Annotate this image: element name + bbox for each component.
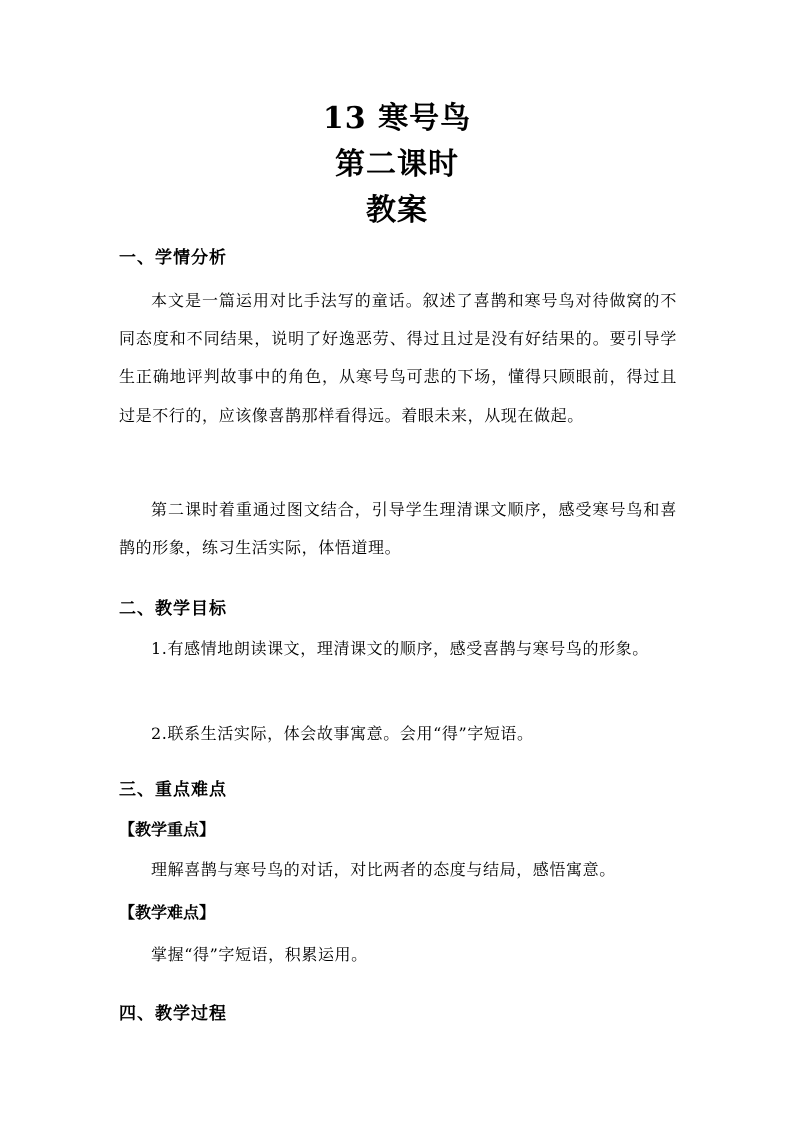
paragraph-key-points: 理解喜鹊与寒号鸟的对话，对比两者的态度与结局，感悟寓意。 [151, 860, 616, 879]
paragraph-goal-2: 2.联系生活实际，体会故事寓意。会用“得”字短语。 [151, 724, 534, 743]
section-heading-key-difficulties: 三、重点难点 [119, 780, 227, 800]
paragraph-student-analysis-2: 第二课时着重通过图文结合，引导学生理清课文顺序，感受寒号鸟和喜鹊的形象，练习生活实际，体悟道理。 [119, 500, 677, 558]
document-title-block [0, 96, 794, 234]
lesson-period: 第二课时 [335, 147, 459, 182]
key-points-label: 【教学重点】 [119, 820, 216, 839]
difficulty-label: 【教学难点】 [119, 903, 216, 922]
paragraph-difficulty: 掌握“得”字短语，积累运用。 [151, 945, 368, 964]
section-heading-teaching-goals: 二、教学目标 [119, 599, 227, 619]
paragraph-goal-1: 1.有感情地朗读课文，理清课文的顺序，感受喜鹊与寒号鸟的形象。 [151, 639, 649, 658]
document-type: 教案 [366, 193, 428, 228]
section-heading-teaching-process: 四、教学过程 [119, 1004, 227, 1024]
paragraph-student-analysis-1: 本文是一篇运用对比手法写的童话。叙述了喜鹊和寒号鸟对待做窝的不同态度和不同结果，说明了好逸恶劳、得过且过是没有好结果的。要引导学生正确地评判故事中的角色，从寒号鸟可悲的下场，懂得只顾眼前，得过且过是不行的，应该像喜鹊那样看得远。着眼未来，从现在做起。 [119, 291, 677, 425]
lesson-title: 13 寒号鸟 [322, 101, 472, 136]
section-heading-student-analysis: 一、学情分析 [119, 248, 227, 268]
